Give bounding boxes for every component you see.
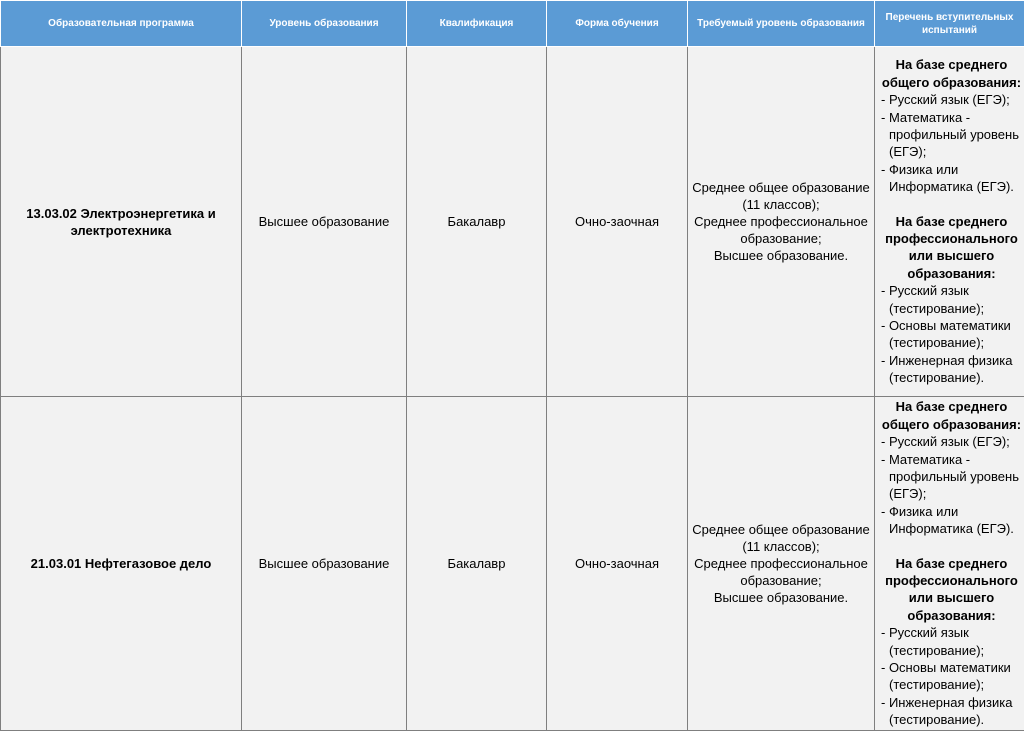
qualification-cell: Бакалавр (407, 397, 547, 731)
exam-item: - Инженерная физика (тестирование). (881, 352, 1013, 386)
form-cell: Очно-заочная (547, 47, 688, 397)
level-cell: Высшее образование (242, 47, 407, 397)
header-program: Образовательная программа (1, 1, 242, 47)
exam-item: - Инженерная физика (тестирование). (881, 694, 1013, 728)
exam-item: - Русский язык (тестирование); (881, 283, 985, 316)
exam-item: - Русский язык (ЕГЭ); (881, 434, 1010, 450)
exam-group-heading: На базе среднего профессионального или высшего образования: (885, 213, 1018, 281)
required-item: Среднее профессиональное образование; (694, 556, 868, 588)
header-required: Требуемый уровень образования (688, 1, 875, 47)
exam-item: - Физика или Информатика (ЕГЭ). (881, 161, 1014, 195)
required-item: Среднее общее образование (11 классов); (692, 180, 870, 212)
header-form: Форма обучения (547, 1, 688, 47)
required-item: Среднее профессиональное образование; (694, 214, 868, 246)
required-item: Высшее образование. (713, 248, 849, 263)
required-cell (688, 397, 875, 731)
required-item: Среднее общее образование (11 классов); (692, 522, 870, 554)
exams-cell (875, 47, 1024, 397)
qualification-cell: Бакалавр (407, 47, 547, 397)
exam-group-heading: На базе среднего общего образования: (881, 57, 1022, 90)
table-row (1, 47, 1024, 397)
exam-item: - Основы математики (тестирование); (881, 660, 1011, 693)
exam-item: - Математика - профильный уровень (ЕГЭ); (881, 451, 1019, 502)
header-exams: Перечень вступительных испытаний (875, 1, 1024, 47)
program-cell: 21.03.01 Нефтегазовое дело (1, 397, 242, 731)
exam-item: - Математика - профильный уровень (ЕГЭ); (881, 109, 1019, 160)
required-cell (688, 47, 875, 397)
header-qualification: Квалификация (407, 1, 547, 47)
form-cell: Очно-заочная (547, 397, 688, 731)
program-cell: 13.03.02 Электроэнергетика и электротехника (1, 47, 242, 397)
exam-item: - Русский язык (ЕГЭ); (881, 92, 1010, 108)
exam-group-heading: На базе среднего общего образования: (881, 399, 1022, 432)
level-cell: Высшее образование (242, 397, 407, 731)
required-item: Высшее образование. (713, 590, 849, 605)
header-level: Уровень образования (242, 1, 407, 47)
exam-item: - Физика или Информатика (ЕГЭ). (881, 503, 1014, 537)
exam-item: - Основы математики (тестирование); (881, 318, 1011, 351)
exam-item: - Русский язык (тестирование); (881, 625, 985, 658)
exams-cell (875, 397, 1024, 731)
table-row (1, 397, 1024, 731)
exam-group-heading: На базе среднего профессионального или высшего образования: (885, 555, 1018, 623)
header-row (1, 1, 1024, 47)
